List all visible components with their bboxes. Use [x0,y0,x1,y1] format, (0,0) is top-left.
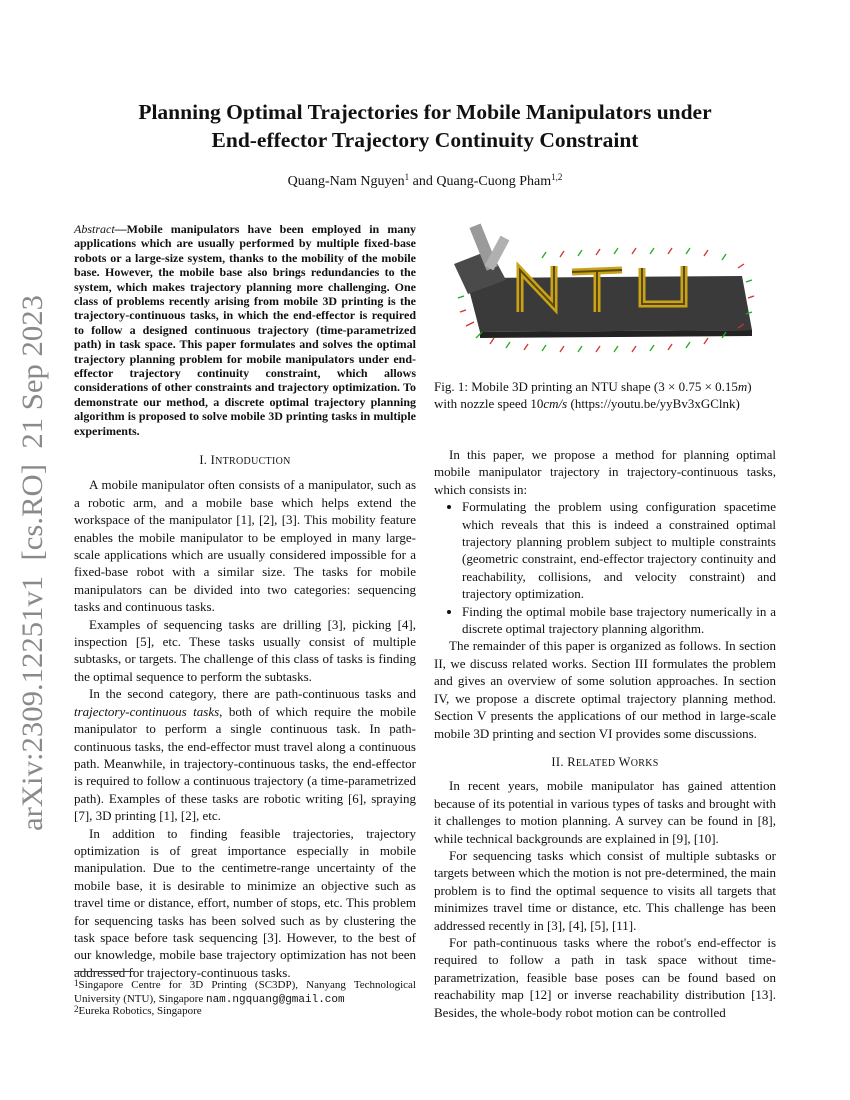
abstract [74,222,416,438]
intro-paragraph-4: In addition to finding feasible trajectories, trajectory optimization is of great importance especially in mobile manipulation. Due to the centimetre-range uncertainty of the mobile base, it is desirable to minimize an objective such as travel time or distance, effort, number of stops, etc. This problem for sequencing tasks has been solved such as by clustering the task space before task sequencing [3]. However, to the best of our knowledge, mobile base trajectory optimization has not been addressed for trajectory-continuous tasks. [74,825,416,980]
author-1-affiliation: 1 [404,172,410,182]
contribution-list [434,498,776,637]
related-paragraph-1: In recent years, mobile manipulator has gained attention because of its potential in various types of tasks and brought with it challenges to motion planning. A survey can be found in [8], while technical backgrounds are explained in [9], [10]. [434,778,776,846]
paper-title [60,98,790,154]
footnote-rule [74,971,134,972]
left-column-body [74,452,416,981]
figure-1-caption: Fig. 1: Mobile 3D printing an NTU shape (3 × 0.75 × 0.15m) with nozzle speed 10cm/s (https://youtu.be/yyBv3xGClnk) [434,379,752,412]
author-email: nam.ngquang@gmail.com [205,993,345,1006]
footnote-affiliation-1: $^1$Singapore Centre for 3D Printing (SC3DP), Nanyang Technological University (NTU), Singapore nam.ngquang@gmail.com [74,978,416,1006]
intro-paragraph-1: A mobile manipulator often consists of a manipulator, such as a robotic arm, and a mobile base which helps extend the workspace of the manipulator [1], [2], [3]. This mobility feature enables the mobile manipulator to be employed in many large-scale applications which are usually considered impossible for a fixed-base robot with a similar size. The tasks for mobile manipulators can be divided into two categories: sequencing tasks and continuous tasks. [74,477,416,615]
paper-organization-paragraph: The remainder of this paper is organized as follows. In section II, we discuss related works. Section III formulates the problem and gives an overview of some solution approaches. In section IV, we propose a discrete optimal trajectory planning method. Section V presents the applications of our method in large-scale mobile 3D printing and section VI provides some discussions. [434,638,776,741]
author-2: Quang-Cuong Pham [436,174,552,189]
title-line-2: End-effector Trajectory Continuity Constraint [211,128,639,152]
contribution-item-2: • Finding the optimal mobile base trajectory numerically in a discrete optimal trajectory planning algorithm. [462,603,776,638]
related-paragraph-3: For path-continuous tasks where the robot's end-effector is required to follow a path in task space without time-parametrization, feasible base poses can be found based on reachability map [12] or inverse reachability distribution [13]. Besides, the whole-body robot motion can be controlled [434,934,776,1020]
related-paragraph-2: For sequencing tasks which consist of multiple subtasks or targets between which the motion is not pre-determined, the main problem is to find the optimal sequence to visits all targets that minimizes travel time or distance, etc. This challenge has been addressed recently in [3], [4], [5], [11]. [434,847,776,933]
intro-paragraph-2: Examples of sequencing tasks are drilling [3], picking [4], inspection [5], etc. These tasks usually consist of multiple subtasks, or targets. The challenge of this class of tasks is finding the optimal sequence to perform the subtasks. [74,616,416,684]
intro-paragraph-3: In the second category, there are path-continuous tasks and trajectory-continuous tasks, both of which require the mobile manipulator to perform a single continuous task. In path-continuous tasks, the end-effector must travel along a continuous path. Meanwhile, in trajectory-continuous tasks, the end-effector is required to follow a continuous trajectory (a time-parametrized path). Examples of these tasks are robotic writing [6], spraying [7], 3D printing [1], [2], etc. [74,686,416,824]
title-line-1: Planning Optimal Trajectories for Mobile Manipulators under [138,100,712,124]
figure-ntu-label: NTU [598,368,601,369]
author-2-affiliation: 1,2 [551,172,563,182]
right-column-body [434,446,776,1021]
abstract-label: Abstract [74,222,115,236]
section-heading-introduction: I. INTRODUCTION [199,453,291,467]
contribution-item-1: • Formulating the problem using configuration spacetime which reveals that this is indeed a constrained optimal trajectory planning problem subject to multiple constraints (geometric constraint, end-effector trajectory continuity and reachability, collisions, and velocity constraint) and trajectory optimization. [462,498,776,602]
authors [60,174,790,190]
author-conjunction: and [412,174,433,189]
section-heading-related-works: II. RELATED WORKS [551,754,659,769]
contribution-intro: In this paper, we propose a method for planning optimal mobile manipulator trajectory in trajectory-continuous tasks, which consists in: [434,447,776,497]
arxiv-identifier-text: arXiv:2309.12251v1 [cs.RO] 21 Sep 2023 [16,307,49,831]
abstract-dash: — [114,222,127,236]
author-1: Quang-Nam Nguyen [287,174,405,189]
figure-1-ntu-print-image [446,220,762,370]
abstract-text: Mobile manipulators have been employed in many applications which are usually performed by multiple fixed-base robots or a large-size system, thanks to the mobility of the mobile base. However, the mobile base also brings redundancies to the system, which makes trajectory planning more challenging. One class of problems recently arising from mobile 3D printing is the trajectory-continuous tasks, in which the end-effector is required to follow a designed continuous trajectory (time-parametrized path) in task space. This paper formulates and solves the optimal trajectory planning problem for mobile manipulators under end-effector trajectory continuity constraint, which allows considerations of other constraints and trajectory optimization. To demonstrate our method, a discrete optimal trajectory planning algorithm is proposed to solve mobile 3D printing tasks in multiple experiments. [74,222,416,438]
arxiv-identifier-stamp [4,295,56,835]
footnote-affiliation-2: $^2$Eureka Robotics, Singapore [74,1004,202,1017]
